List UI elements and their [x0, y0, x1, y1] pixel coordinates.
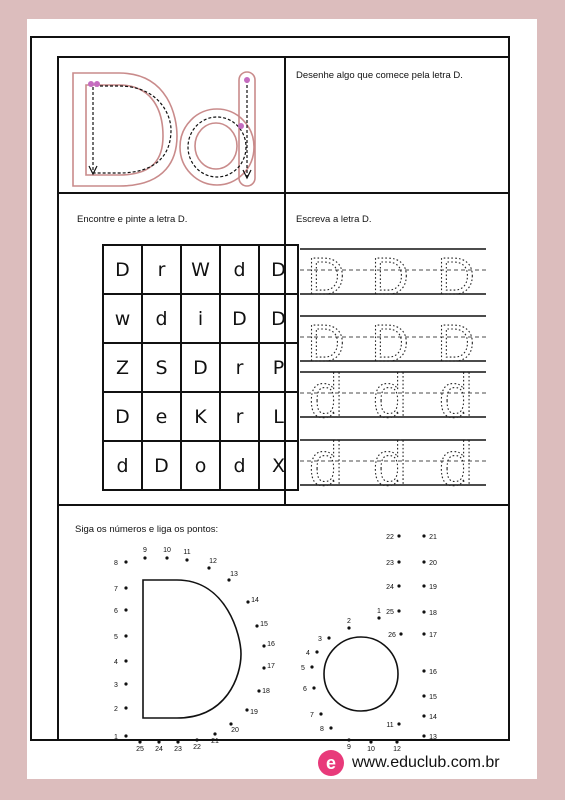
dot-number: 7: [114, 586, 118, 593]
dot-number: 8: [114, 560, 118, 567]
dot-number: 18: [429, 610, 437, 617]
dot-number: 15: [260, 621, 268, 628]
dot[interactable]: [422, 584, 425, 587]
dot[interactable]: [315, 650, 318, 653]
grid-cell[interactable]: D: [220, 294, 259, 343]
dot[interactable]: [157, 740, 160, 743]
dot[interactable]: [422, 669, 425, 672]
grid-cell[interactable]: r: [220, 392, 259, 441]
dot[interactable]: [422, 734, 425, 737]
dot[interactable]: [257, 689, 260, 692]
dots-instruction: Siga os números e liga os pontos:: [75, 524, 219, 535]
dot-number: 16: [429, 669, 437, 676]
dot-number: 20: [429, 560, 437, 567]
grid-cell[interactable]: S: [142, 343, 181, 392]
dot-number: 25: [386, 609, 394, 616]
grid-cell[interactable]: i: [181, 294, 220, 343]
dot[interactable]: [227, 578, 230, 581]
dot[interactable]: [397, 560, 400, 563]
grid-cell[interactable]: D: [103, 392, 142, 441]
dot[interactable]: [255, 624, 258, 627]
dot-number: 3: [318, 636, 322, 643]
grid-cell[interactable]: w: [103, 294, 142, 343]
writing-row[interactable]: [300, 430, 486, 499]
dot-number: 11: [386, 722, 394, 729]
dot-number: 24: [386, 584, 394, 591]
dotted-letter: D: [437, 315, 475, 373]
dot[interactable]: [246, 600, 249, 603]
dot[interactable]: [143, 556, 146, 559]
grid-cell[interactable]: d: [103, 441, 142, 490]
dot-number: 1: [114, 734, 118, 741]
dot[interactable]: [319, 712, 322, 715]
dot[interactable]: [377, 616, 380, 619]
dot-number: 5: [114, 634, 118, 641]
dot-number: 14: [251, 597, 259, 604]
dot[interactable]: [312, 686, 315, 689]
dot[interactable]: [422, 694, 425, 697]
dot-number: 4: [114, 659, 118, 666]
find-panel: [57, 192, 286, 506]
dot-number: 18: [262, 688, 270, 695]
dot-number: 9: [347, 744, 351, 751]
dot[interactable]: [124, 560, 127, 563]
dot-number: 15: [429, 694, 437, 701]
dotted-letter: d: [372, 362, 408, 431]
dot[interactable]: [124, 659, 127, 662]
dotted-letter: D: [307, 248, 345, 306]
dot[interactable]: [124, 706, 127, 709]
dot[interactable]: [329, 726, 332, 729]
grid-cell[interactable]: W: [181, 245, 220, 294]
dot[interactable]: [422, 534, 425, 537]
grid-cell[interactable]: Z: [103, 343, 142, 392]
dot-number: 12: [393, 746, 401, 753]
dot-number: 2: [114, 706, 118, 713]
dot[interactable]: [347, 626, 350, 629]
dots-panel: [57, 504, 510, 753]
dot-number: 17: [267, 663, 275, 670]
grid-cell[interactable]: D: [259, 294, 298, 343]
grid-cell[interactable]: o: [181, 441, 220, 490]
dot-number: 19: [429, 584, 437, 591]
grid-cell[interactable]: P: [259, 343, 298, 392]
website-url[interactable]: www.educlub.com.br: [352, 754, 500, 771]
grid-cell[interactable]: D: [181, 343, 220, 392]
writing-row[interactable]: [300, 248, 486, 306]
dot[interactable]: [397, 722, 400, 725]
dotted-letter: D: [307, 315, 345, 373]
dotted-letter: D: [371, 315, 409, 373]
grid-cell[interactable]: d: [142, 294, 181, 343]
dot-number: 7: [310, 712, 314, 719]
dot[interactable]: [195, 738, 198, 741]
dot-number: 26: [388, 632, 396, 639]
educlub-logo: e: [318, 750, 344, 776]
dot[interactable]: [422, 560, 425, 563]
write-panel: [284, 192, 510, 506]
dot[interactable]: [422, 610, 425, 613]
dot-to-dot-figure: [59, 506, 508, 753]
letter-grid: [102, 244, 299, 491]
grid-cell[interactable]: d: [220, 441, 259, 490]
dot[interactable]: [124, 586, 127, 589]
dot[interactable]: [124, 634, 127, 637]
grid-cell[interactable]: e: [142, 392, 181, 441]
dotted-letter: d: [372, 430, 408, 499]
dot[interactable]: [397, 534, 400, 537]
dot[interactable]: [138, 740, 141, 743]
grid-cell[interactable]: D: [103, 245, 142, 294]
dot-number: 6: [114, 608, 118, 615]
dot-number: 21: [211, 738, 219, 745]
dot-number: 2: [347, 618, 351, 625]
draw-panel: [284, 56, 510, 194]
dot-number: 19: [250, 709, 258, 716]
dot-number: 21: [429, 534, 437, 541]
grid-cell[interactable]: r: [142, 245, 181, 294]
dot-number: 17: [429, 632, 437, 639]
dot[interactable]: [397, 584, 400, 587]
dot[interactable]: [397, 609, 400, 612]
dot[interactable]: [124, 608, 127, 611]
lowercase-d-bowl: [324, 637, 398, 711]
grid-cell[interactable]: D: [259, 245, 298, 294]
dot-number: 9: [143, 547, 147, 554]
lowercase-d-dots: [301, 534, 437, 753]
dot-number: 23: [386, 560, 394, 567]
dot-number: 13: [429, 734, 437, 741]
dotted-letter: d: [308, 362, 344, 431]
writing-row[interactable]: [300, 362, 486, 431]
footer: [318, 750, 500, 776]
draw-instruction: Desenhe algo que comece pela letra D.: [296, 70, 463, 81]
dot-number: 6: [303, 686, 307, 693]
dot[interactable]: [124, 682, 127, 685]
dot[interactable]: [165, 556, 168, 559]
writing-lines: [286, 194, 508, 504]
dot[interactable]: [185, 558, 188, 561]
dot-number: 1: [377, 608, 381, 615]
dot-number: 23: [174, 746, 182, 753]
dot-number: 16: [267, 641, 275, 648]
dot[interactable]: [213, 732, 216, 735]
dot[interactable]: [369, 740, 372, 743]
dot-number: 20: [231, 727, 239, 734]
grid-cell[interactable]: d: [220, 245, 259, 294]
dot[interactable]: [124, 734, 127, 737]
dot-number: 10: [367, 746, 375, 753]
dot[interactable]: [310, 665, 313, 668]
grid-cell[interactable]: D: [142, 441, 181, 490]
dot[interactable]: [176, 740, 179, 743]
grid-cell[interactable]: L: [259, 392, 298, 441]
find-instruction: Encontre e pinte a letra D.: [77, 214, 188, 225]
dot[interactable]: [422, 714, 425, 717]
dot[interactable]: [422, 632, 425, 635]
dot-number: 5: [301, 665, 305, 672]
grid-cell[interactable]: K: [181, 392, 220, 441]
dot[interactable]: [399, 632, 402, 635]
dot-number: 22: [386, 534, 394, 541]
dot[interactable]: [229, 722, 232, 725]
dot-number: 24: [155, 746, 163, 753]
dot[interactable]: [245, 708, 248, 711]
dot[interactable]: [395, 740, 398, 743]
trace-panel: [57, 56, 286, 194]
dot-number: 14: [429, 714, 437, 721]
dot[interactable]: [207, 566, 210, 569]
dot-number: 4: [306, 650, 310, 657]
capital-d-dots: [114, 547, 275, 753]
dotted-letter: d: [438, 362, 474, 431]
dot-number: 10: [163, 547, 171, 554]
dot[interactable]: [262, 666, 265, 669]
dot-number: 22: [193, 744, 201, 751]
write-instruction: Escreva a letra D.: [296, 214, 372, 225]
dot[interactable]: [327, 636, 330, 639]
dot-number: 25: [136, 746, 144, 753]
dot-number: 12: [209, 558, 217, 565]
dot[interactable]: [347, 738, 350, 741]
dotted-letter: D: [371, 248, 409, 306]
grid-cell[interactable]: r: [220, 343, 259, 392]
dot-number: 8: [320, 726, 324, 733]
dotted-letter: d: [308, 430, 344, 499]
capital-d-shape: [143, 580, 241, 718]
trace-letters: [59, 58, 284, 192]
dot-number: 11: [183, 549, 191, 556]
dot-number: 13: [230, 571, 238, 578]
grid-cell[interactable]: X: [259, 441, 298, 490]
dot-number: 3: [114, 682, 118, 689]
dot[interactable]: [262, 644, 265, 647]
dotted-letter: D: [437, 248, 475, 306]
dotted-letter: d: [438, 430, 474, 499]
